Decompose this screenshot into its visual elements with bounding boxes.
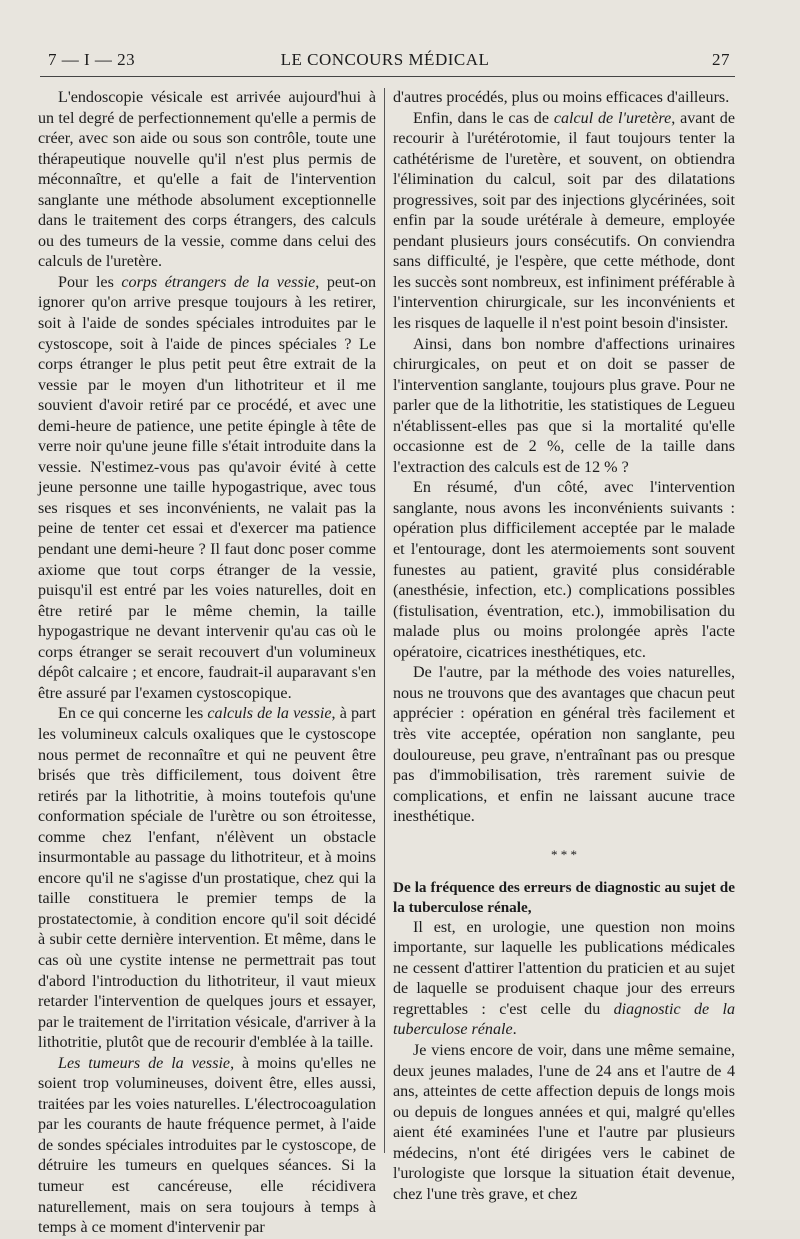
emphasis: diagnostic de la tuberculose rénale	[393, 1000, 735, 1039]
right-column	[393, 88, 735, 1205]
page-number: 27	[712, 50, 730, 69]
left-column	[38, 88, 376, 1239]
emphasis: calculs de la vessie	[207, 705, 332, 723]
paragraph: Il est, en urologie, une question non moins importante, sur laquelle les publications médicales ne cessent d'attirer l'attention du praticien et au sujet de laquelle se produisent chaque jour des erreurs regrettables : c'est celle du diagnostic de la tuberculose rénale.	[393, 918, 735, 1039]
paragraph: Enfin, dans le cas de calcul de l'uretère, avant de recourir à l'urétérotomie, il faut toujours tenter la cathétérisme de l'uretère, et souvent, on obtiendra l'élimination du calcul, soit par des dilatations progressives, soit par des injections glycérinées, soit enfin par la soude urétérale à demeure, employée pendant plusieurs jours consécutifs. On conviendra sans difficulté, je l'espère, que cette méthode, dont les succès sont nombreux, est infiniment préférable à l'intervention chirurgicale, sur les inconvénients et les risques de laquelle il n'est point besoin d'insister.	[393, 109, 735, 333]
section-separator: * * *	[551, 846, 577, 862]
emphasis: Les tumeurs de la vessie	[58, 1054, 231, 1072]
paragraph: En résumé, d'un côté, avec l'intervention sanglante, nous avons les inconvénients suivants : opération plus difficilement acceptée par le malade et l'entourage, dont les atermoiements sont souvent funestes au patient, gravité plus considérable (anesthésie, infection, etc.) complications possibles (fistulisation, éventration, etc.), immobilisation du malade plus ou moins prolongée après l'acte opératoire, cicatrices inesthétiques, etc.	[393, 479, 735, 661]
paragraph: Je viens encore de voir, dans une même semaine, deux jeunes malades, l'une de 24 ans et l'autre de 4 ans, atteintes de cette affection depuis de longs mois ou depuis de longues années et qui, malgré qu'elles aient été examinées l'une et l'autre par plusieurs médecins, n'ont été dirigées vers le cabinet de l'urologiste que lorsque la situation était devenue, chez l'une très grave, et chez	[393, 1041, 735, 1203]
column-divider	[384, 88, 385, 1153]
paragraph: En ce qui concerne les calculs de la vessie, à part les volumineux calculs oxaliques que le cystoscope nous permet de reconnaître et qui ne peuvent être brisés que très difficilement, tous doivent être retirés par la lithotritie, à moins toutefois qu'une conformation spéciale de l'urètre ou son étroitesse, comme chez l'enfant, n'élèvent un obstacle insurmontable au passage du lithotriteur, et à moins encore qu'il ne s'agisse d'un prostatique, chez qui la taille constituera le premier temps de la prostatectomie, à condition encore qu'il soit décidé à subir cette dernière intervention. Et même, dans le cas où une cystite intense ne permettrait pas tout d'abord l'introduction du lithotriteur, il vaut mieux retarder l'intervention de quelques jours et essayer, par le traitement de l'irritation vésicale, d'arriver à la lithotritie, plutôt que de recourir d'emblée à la taille.	[38, 705, 377, 1052]
paragraph: De l'autre, par la méthode des voies naturelles, nous ne trouvons que des avantages que chacun peut apprécier : opération en général très facilement et très vite acceptée, opération non sanglante, peu douloureuse, peu grave, n'entraînant pas ou presque pas d'immobilisation, très rarement suivie de complications, et enfin ne laissant aucune trace inesthétique.	[393, 664, 735, 826]
paragraph: L'endoscopie vésicale est arrivée aujourd'hui à un tel degré de perfectionnement qu'elle a permis de créer, avec son aide ou sous son contrôle, toute une thérapeutique nouvelle qu'il n'est plus permis de méconnaître, et qu'elle a fait de l'intervention sanglante une méthode absolument exceptionnelle dans le traitement des corps étrangers, des calculs ou des tumeurs de la vessie, comme dans celui des calculs de l'uretère.	[38, 89, 376, 271]
paragraph: d'autres procédés, plus ou moins efficaces d'ailleurs.	[393, 89, 730, 106]
header-rule	[40, 76, 735, 77]
page-header	[40, 50, 730, 74]
emphasis: calcul de l'uretère	[553, 109, 672, 127]
section-heading: De la fréquence des erreurs de diagnostic au sujet de la tuberculose rénale,	[393, 878, 735, 916]
paragraph: Pour les corps étrangers de la vessie, peut-on ignorer qu'on arrive presque toujours à les retirer, soit à l'aide de sondes spéciales introduites par le cystoscope, soit à l'aide de pinces spéciales ? Le corps étranger le plus petit peut être extrait de la vessie par le moyen d'un lithotriteur et il me souvient d'avoir retiré par ce procédé, et avec une demi-heure de patience, une petite épingle à tête de verre noir qu'une jeune fille s'était introduite dans la vessie. N'estimez-vous pas qu'avoir évité à cette jeune personne une taille hypogastrique, avec tous ses risques et ses inconvénients, ne valait pas la peine de tenter cet essai et d'exercer ma patience pendant une demi-heure ? Il faut donc poser comme axiome que tout corps étranger de la vessie, puisqu'il est entré par les voies naturelles, doit en être retiré par le même chemin, la taille hypogastrique ne devant intervenir qu'au cas où le corps étranger se serait recouvert d'un volumineux dépôt calcaire ; et encore, faudrait-il auparavant s'en être assuré par l'examen cystoscopique.	[38, 273, 376, 702]
emphasis: corps étrangers de la vessie	[121, 273, 316, 291]
issue-date: 7 — I — 23	[48, 50, 136, 69]
journal-title: LE CONCOURS MÉDICAL	[280, 50, 490, 69]
paragraph: Ainsi, dans bon nombre d'affections urinaires chirurgicales, on peut et on doit se passer de l'intervention sanglante, toujours plus grave. Pour ne parler que de la lithotritie, les statistiques de Legueu n'établissent-elles pas que si la mortalité qu'elle occasionne est de 2 %, celle de la taille dans l'extraction des calculs est de 12 % ?	[393, 335, 735, 476]
paragraph: Les tumeurs de la vessie, à moins qu'elles ne soient trop volumineuses, doivent être, elles aussi, traitées par les voies naturelles. L'électrocoagulation par les courants de haute fréquence permet, à l'aide de sondes spéciales introduites par le cystoscope, de détruire les tumeurs en quelques séances. Si la tumeur est cancéreuse, elle récidivera naturellement, mais on sera toujours à temps à temps à ce moment d'intervenir par	[38, 1054, 376, 1237]
